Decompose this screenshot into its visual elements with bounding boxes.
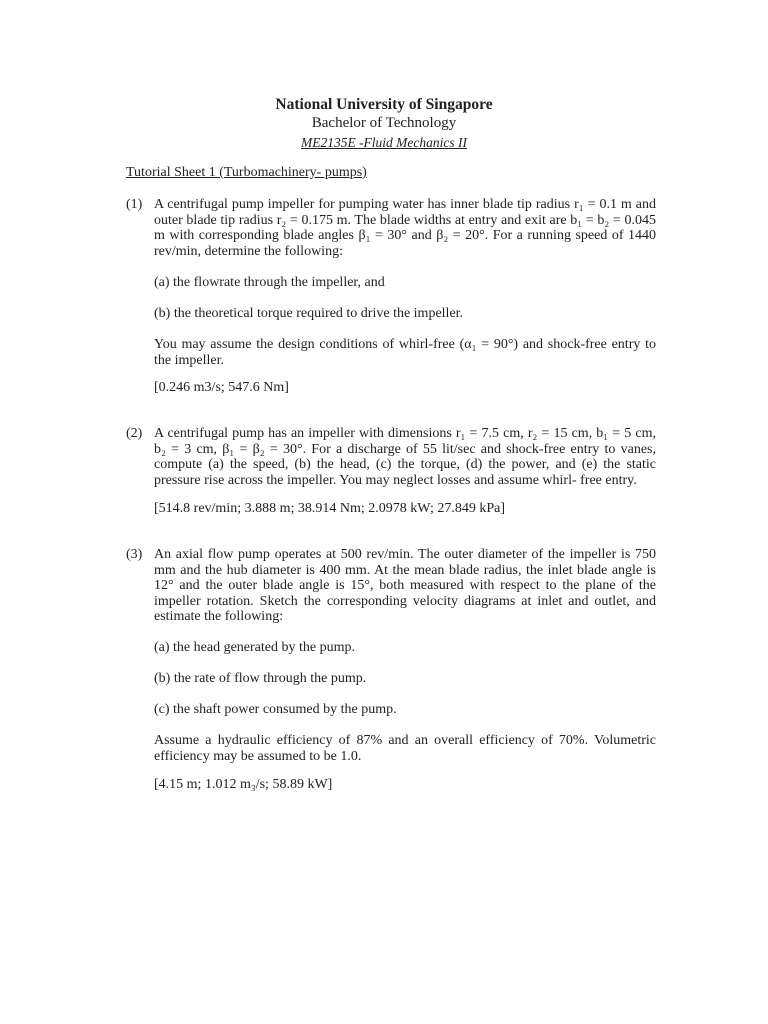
question-3-part-c: (c) the shaft power consumed by the pump. xyxy=(154,702,397,717)
course-title: ME2135E -Fluid Mechanics II xyxy=(300,135,468,150)
question-3-part-a: (a) the head generated by the pump. xyxy=(154,640,355,655)
question-1-statement: A centrifugal pump impeller for pumping water has inner blade tip radius r₁ = 0.1 m and outer blade tip radius r₂ = 0.175 m. The blade widths at entry and exit are b₁ = b₂ = 0.045 m with corresponding blade angles β₁ = 30° and β₂ = 20°. For a running speed of 1440 rev/min, determine the following: xyxy=(154,197,656,259)
question-1-note: You may assume the design conditions of whirl-free (α₁ = 90°) and shock-free entry to the impeller. xyxy=(154,337,656,368)
question-3-answer: [4.15 m; 1.012 m₃/s; 58.89 kW] xyxy=(154,777,333,792)
degree-name: Bachelor of Technology xyxy=(311,115,457,131)
question-1-number: (1) xyxy=(126,197,143,212)
question-3-note: Assume a hydraulic efficiency of 87% and an overall efficiency of 70%. Volumetric efficiency may be assumed to be 1.0. xyxy=(154,733,656,764)
question-2-number: (2) xyxy=(126,426,143,441)
question-3-number: (3) xyxy=(126,547,143,562)
sheet-title: Tutorial Sheet 1 (Turbomachinery- pumps) xyxy=(126,165,367,180)
question-2-answer: [514.8 rev/min; 3.888 m; 38.914 Nm; 2.0978 kW; 27.849 kPa] xyxy=(154,501,506,516)
question-3-statement: An axial flow pump operates at 500 rev/min. The outer diameter of the impeller is 750 mm and the hub diameter is 400 mm. At the mean blade radius, the inlet blade angle is 12° and the outer blade angle is 15°, both measured with respect to the plane of the impeller rotation. Sketch the corresponding velocity diagrams at inlet and outlet, and estimate the following: xyxy=(154,547,656,625)
question-1-part-a: (a) the flowrate through the impeller, and xyxy=(154,275,385,290)
question-3-part-b: (b) the rate of flow through the pump. xyxy=(154,671,367,686)
question-1-answer: [0.246 m3/s; 547.6 Nm] xyxy=(154,380,289,395)
question-1-part-b: (b) the theoretical torque required to drive the impeller. xyxy=(154,306,464,321)
question-2-statement: A centrifugal pump has an impeller with dimensions r₁ = 7.5 cm, r₂ = 15 cm, b₁ = 5 cm, b₂ = 3 cm, β₁ = β₂ = 30°. For a discharge of 55 lit/sec and shock-free entry to vanes, compute (a) the speed, (b) the head, (c) the torque, (d) the power, and (e) the static pressure rise across the impeller. You may neglect losses and assume whirl- free entry. xyxy=(154,426,656,488)
university-name: National University of Singapore xyxy=(275,96,493,113)
